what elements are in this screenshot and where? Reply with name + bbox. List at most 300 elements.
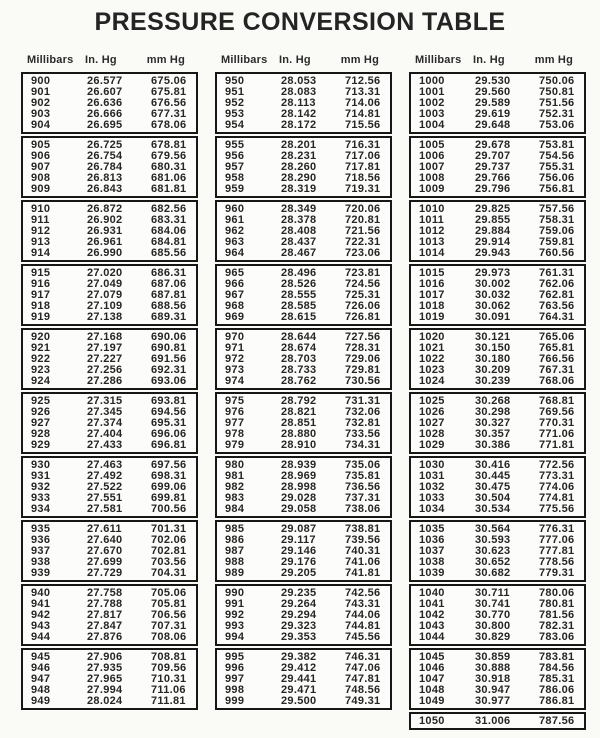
cell-inhg: 27.109 <box>87 300 123 312</box>
group-box <box>215 520 392 582</box>
cell-mmhg: 682.56 <box>151 203 187 215</box>
cell-inhg: 26.872 <box>87 203 123 215</box>
cell-inhg: 30.002 <box>475 278 511 290</box>
cell-mmhg: 772.56 <box>539 459 575 471</box>
cell-millibars: 949 <box>31 695 51 707</box>
cell-inhg: 29.176 <box>281 556 317 568</box>
cell-millibars: 989 <box>225 567 245 579</box>
group-box <box>21 200 198 262</box>
group-box <box>21 648 198 710</box>
cell-millibars: 945 <box>31 651 51 663</box>
cell-millibars: 1029 <box>419 439 445 451</box>
cell-millibars: 993 <box>225 620 245 632</box>
group-box <box>215 200 392 262</box>
cell-inhg: 30.062 <box>475 300 511 312</box>
cell-millibars: 927 <box>31 417 51 429</box>
cell-inhg: 26.902 <box>87 214 123 226</box>
cell-millibars: 1026 <box>419 406 445 418</box>
cell-mmhg: 712.56 <box>345 75 381 87</box>
cell-mmhg: 755.31 <box>539 161 575 173</box>
cell-inhg: 30.800 <box>475 620 511 632</box>
cell-mmhg: 756.06 <box>539 172 575 184</box>
cell-mmhg: 729.81 <box>345 364 381 376</box>
cell-mmhg: 738.06 <box>345 503 381 515</box>
cell-millibars: 1045 <box>419 651 445 663</box>
cell-mmhg: 786.06 <box>539 684 575 696</box>
group-box <box>409 200 586 262</box>
cell-millibars: 958 <box>225 172 245 184</box>
cell-inhg: 26.990 <box>87 247 123 259</box>
table-row <box>411 440 584 451</box>
cell-inhg: 30.947 <box>475 684 511 696</box>
cell-millibars: 929 <box>31 439 51 451</box>
cell-inhg: 28.703 <box>281 353 317 365</box>
cell-inhg: 28.526 <box>281 278 317 290</box>
cell-millibars: 940 <box>31 587 51 599</box>
cell-inhg: 27.374 <box>87 417 123 429</box>
cell-mmhg: 679.56 <box>151 150 187 162</box>
page-title: PRESSURE CONVERSION TABLE <box>94 8 506 36</box>
cell-millibars: 1044 <box>419 631 445 643</box>
cell-millibars: 906 <box>31 150 51 162</box>
cell-millibars: 936 <box>31 534 51 546</box>
table-row <box>217 504 390 515</box>
cell-millibars: 1010 <box>419 203 445 215</box>
cell-inhg: 26.725 <box>87 139 123 151</box>
column-groups <box>21 72 198 710</box>
cell-mmhg: 700.56 <box>151 503 187 515</box>
cell-inhg: 30.564 <box>475 523 511 535</box>
cell-mmhg: 754.56 <box>539 150 575 162</box>
cell-millibars: 1040 <box>419 587 445 599</box>
cell-millibars: 987 <box>225 545 245 557</box>
cell-mmhg: 741.06 <box>345 556 381 568</box>
cell-mmhg: 689.31 <box>151 311 187 323</box>
cell-millibars: 923 <box>31 364 51 376</box>
cell-inhg: 30.298 <box>475 406 511 418</box>
cell-mmhg: 684.81 <box>151 236 187 248</box>
cell-millibars: 909 <box>31 183 51 195</box>
cell-millibars: 1030 <box>419 459 445 471</box>
cell-inhg: 27.168 <box>87 331 123 343</box>
cell-millibars: 922 <box>31 353 51 365</box>
cell-inhg: 28.555 <box>281 289 317 301</box>
cell-mmhg: 727.56 <box>345 331 381 343</box>
group-box <box>215 392 392 454</box>
cell-mmhg: 753.81 <box>539 139 575 151</box>
cell-mmhg: 687.81 <box>151 289 187 301</box>
cell-millibars: 960 <box>225 203 245 215</box>
cell-mmhg: 721.56 <box>345 225 381 237</box>
group-box <box>21 328 198 390</box>
cell-millibars: 1008 <box>419 172 445 184</box>
cell-mmhg: 747.06 <box>345 662 381 674</box>
cell-inhg: 26.754 <box>87 150 123 162</box>
cell-mmhg: 723.81 <box>345 267 381 279</box>
cell-millibars: 1035 <box>419 523 445 535</box>
cell-mmhg: 729.06 <box>345 353 381 365</box>
cell-mmhg: 762.06 <box>539 278 575 290</box>
cell-mmhg: 696.06 <box>151 428 187 440</box>
table-row <box>23 248 196 259</box>
cell-mmhg: 726.81 <box>345 311 381 323</box>
cell-inhg: 28.172 <box>281 119 317 131</box>
cell-millibars: 1004 <box>419 119 445 131</box>
cell-millibars: 921 <box>31 342 51 354</box>
cell-mmhg: 752.31 <box>539 108 575 120</box>
cell-millibars: 1014 <box>419 247 445 259</box>
cell-inhg: 27.492 <box>87 470 123 482</box>
header-mmhg: mm Hg <box>340 54 379 66</box>
cell-millibars: 915 <box>31 267 51 279</box>
cell-millibars: 956 <box>225 150 245 162</box>
cell-millibars: 1050 <box>419 715 445 727</box>
cell-inhg: 27.611 <box>87 523 122 535</box>
cell-inhg: 29.589 <box>475 97 511 109</box>
cell-mmhg: 698.31 <box>151 470 187 482</box>
cell-mmhg: 768.81 <box>539 395 575 407</box>
cell-inhg: 28.231 <box>281 150 317 162</box>
cell-mmhg: 716.31 <box>345 139 381 151</box>
cell-millibars: 1017 <box>419 289 445 301</box>
cell-inhg: 31.006 <box>475 715 511 727</box>
cell-inhg: 28.851 <box>281 417 317 429</box>
cell-millibars: 962 <box>225 225 245 237</box>
cell-inhg: 30.652 <box>475 556 511 568</box>
cell-millibars: 933 <box>31 492 51 504</box>
cell-millibars: 900 <box>31 75 51 87</box>
cell-millibars: 942 <box>31 609 51 621</box>
cell-mmhg: 773.31 <box>539 470 575 482</box>
cell-inhg: 27.906 <box>87 651 123 663</box>
cell-millibars: 1025 <box>419 395 445 407</box>
cell-millibars: 926 <box>31 406 51 418</box>
cell-inhg: 26.813 <box>87 172 123 184</box>
group-box <box>409 328 586 390</box>
cell-mmhg: 695.31 <box>151 417 187 429</box>
cell-millibars: 1021 <box>419 342 445 354</box>
cell-mmhg: 714.81 <box>345 108 381 120</box>
cell-mmhg: 748.56 <box>345 684 381 696</box>
cell-mmhg: 750.06 <box>539 75 575 87</box>
cell-millibars: 1032 <box>419 481 445 493</box>
cell-mmhg: 705.06 <box>151 587 187 599</box>
cell-inhg: 28.910 <box>281 439 317 451</box>
cell-millibars: 943 <box>31 620 51 632</box>
cell-mmhg: 767.31 <box>539 364 575 376</box>
cell-mmhg: 782.31 <box>539 620 575 632</box>
table-row <box>23 184 196 195</box>
cell-millibars: 963 <box>225 236 245 248</box>
cell-inhg: 28.496 <box>281 267 317 279</box>
cell-millibars: 1000 <box>419 75 445 87</box>
cell-inhg: 29.707 <box>475 150 511 162</box>
cell-mmhg: 783.06 <box>539 631 575 643</box>
group-box <box>215 584 392 646</box>
cell-millibars: 998 <box>225 684 245 696</box>
cell-mmhg: 777.06 <box>539 534 575 546</box>
cell-millibars: 1023 <box>419 364 445 376</box>
cell-inhg: 28.201 <box>281 139 317 151</box>
cell-millibars: 985 <box>225 523 245 535</box>
cell-inhg: 27.227 <box>87 353 123 365</box>
cell-millibars: 994 <box>225 631 245 643</box>
cell-mmhg: 762.81 <box>539 289 575 301</box>
cell-inhg: 27.256 <box>87 364 123 376</box>
cell-mmhg: 738.81 <box>345 523 381 535</box>
cell-inhg: 29.058 <box>281 503 317 515</box>
table-row <box>411 632 584 643</box>
cell-mmhg: 710.31 <box>151 673 187 685</box>
cell-inhg: 28.880 <box>281 428 317 440</box>
cell-mmhg: 693.81 <box>151 395 187 407</box>
cell-inhg: 27.640 <box>87 534 123 546</box>
cell-mmhg: 757.56 <box>539 203 575 215</box>
group-box <box>215 136 392 198</box>
cell-inhg: 29.825 <box>475 203 511 215</box>
table-row <box>411 248 584 259</box>
cell-millibars: 931 <box>31 470 51 482</box>
cell-millibars: 1034 <box>419 503 445 515</box>
cell-mmhg: 676.56 <box>151 97 187 109</box>
cell-inhg: 27.935 <box>87 662 123 674</box>
cell-millibars: 967 <box>225 289 245 301</box>
cell-inhg: 30.091 <box>475 311 511 323</box>
cell-mmhg: 783.81 <box>539 651 575 663</box>
cell-millibars: 920 <box>31 331 51 343</box>
cell-millibars: 999 <box>225 695 245 707</box>
cell-inhg: 28.585 <box>281 300 317 312</box>
table-row <box>217 376 390 387</box>
cell-millibars: 979 <box>225 439 245 451</box>
cell-inhg: 27.965 <box>87 673 123 685</box>
cell-millibars: 910 <box>31 203 51 215</box>
cell-inhg: 27.138 <box>87 311 123 323</box>
cell-inhg: 28.437 <box>281 236 317 248</box>
group-box <box>409 72 586 134</box>
table-row <box>217 184 390 195</box>
cell-inhg: 26.931 <box>87 225 123 237</box>
cell-mmhg: 737.31 <box>345 492 381 504</box>
cell-inhg: 28.053 <box>281 75 317 87</box>
cell-mmhg: 766.56 <box>539 353 575 365</box>
cell-millibars: 961 <box>225 214 245 226</box>
cell-millibars: 974 <box>225 375 245 387</box>
cell-mmhg: 708.81 <box>151 651 187 663</box>
cell-inhg: 29.146 <box>281 545 317 557</box>
cell-millibars: 1039 <box>419 567 445 579</box>
cell-millibars: 903 <box>31 108 51 120</box>
cell-mmhg: 777.81 <box>539 545 575 557</box>
cell-inhg: 29.412 <box>281 662 317 674</box>
cell-inhg: 29.323 <box>281 620 317 632</box>
cell-mmhg: 675.06 <box>151 75 187 87</box>
cell-inhg: 29.737 <box>475 161 511 173</box>
cell-inhg: 30.593 <box>475 534 511 546</box>
cell-mmhg: 713.31 <box>345 86 381 98</box>
cell-millibars: 976 <box>225 406 245 418</box>
column-header <box>21 54 198 72</box>
header-inhg: In. Hg <box>279 54 311 66</box>
cell-millibars: 997 <box>225 673 245 685</box>
cell-millibars: 972 <box>225 353 245 365</box>
cell-mmhg: 732.06 <box>345 406 381 418</box>
cell-millibars: 946 <box>31 662 51 674</box>
cell-millibars: 965 <box>225 267 245 279</box>
cell-millibars: 928 <box>31 428 51 440</box>
table-row <box>217 632 390 643</box>
cell-millibars: 950 <box>225 75 245 87</box>
cell-mmhg: 771.81 <box>539 439 575 451</box>
cell-inhg: 29.500 <box>281 695 317 707</box>
cell-inhg: 28.969 <box>281 470 317 482</box>
cell-millibars: 1006 <box>419 150 445 162</box>
cell-inhg: 30.859 <box>475 651 511 663</box>
cell-mmhg: 743.31 <box>345 598 381 610</box>
cell-inhg: 29.648 <box>475 119 511 131</box>
cell-mmhg: 687.06 <box>151 278 187 290</box>
cell-mmhg: 735.06 <box>345 459 381 471</box>
cell-mmhg: 776.31 <box>539 523 575 535</box>
cell-mmhg: 763.56 <box>539 300 575 312</box>
cell-millibars: 986 <box>225 534 245 546</box>
cell-mmhg: 735.81 <box>345 470 381 482</box>
group-box <box>409 136 586 198</box>
table-row <box>23 632 196 643</box>
cell-mmhg: 750.81 <box>539 86 575 98</box>
cell-inhg: 28.142 <box>281 108 317 120</box>
table-columns <box>0 37 600 732</box>
table-row <box>217 696 390 707</box>
cell-mmhg: 702.06 <box>151 534 187 546</box>
cell-inhg: 27.788 <box>87 598 123 610</box>
cell-inhg: 29.087 <box>281 523 317 535</box>
cell-inhg: 30.121 <box>475 331 511 343</box>
cell-inhg: 29.914 <box>475 236 511 248</box>
cell-millibars: 917 <box>31 289 51 301</box>
cell-inhg: 27.994 <box>87 684 123 696</box>
header-mmhg: mm Hg <box>534 54 573 66</box>
cell-millibars: 907 <box>31 161 51 173</box>
cell-mmhg: 733.56 <box>345 428 381 440</box>
cell-mmhg: 728.31 <box>345 342 381 354</box>
cell-inhg: 27.286 <box>87 375 123 387</box>
cell-inhg: 27.079 <box>87 289 123 301</box>
cell-mmhg: 711.81 <box>151 695 186 707</box>
cell-inhg: 30.268 <box>475 395 511 407</box>
cell-inhg: 28.083 <box>281 86 317 98</box>
cell-inhg: 29.943 <box>475 247 511 259</box>
cell-mmhg: 726.06 <box>345 300 381 312</box>
table-row <box>23 440 196 451</box>
cell-inhg: 30.918 <box>475 673 511 685</box>
cell-mmhg: 711.06 <box>151 684 186 696</box>
cell-inhg: 29.619 <box>475 108 511 120</box>
cell-millibars: 954 <box>225 119 245 131</box>
cell-mmhg: 706.56 <box>151 609 187 621</box>
group-box <box>409 456 586 518</box>
group-box <box>215 648 392 710</box>
header-mmhg: mm Hg <box>146 54 185 66</box>
cell-inhg: 27.197 <box>87 342 123 354</box>
cell-mmhg: 690.81 <box>151 342 187 354</box>
group-box <box>21 520 198 582</box>
cell-mmhg: 778.56 <box>539 556 575 568</box>
cell-mmhg: 704.31 <box>151 567 187 579</box>
table-row <box>411 504 584 515</box>
cell-millibars: 1049 <box>419 695 445 707</box>
cell-mmhg: 747.81 <box>345 673 381 685</box>
cell-millibars: 981 <box>225 470 245 482</box>
cell-millibars: 1042 <box>419 609 445 621</box>
cell-inhg: 27.847 <box>87 620 123 632</box>
group-box <box>215 328 392 390</box>
header-millibars: Millibars <box>415 54 462 66</box>
cell-millibars: 912 <box>31 225 51 237</box>
cell-millibars: 1019 <box>419 311 445 323</box>
table-row <box>23 376 196 387</box>
table-row <box>411 184 584 195</box>
cell-mmhg: 683.31 <box>151 214 187 226</box>
cell-millibars: 902 <box>31 97 51 109</box>
cell-inhg: 29.884 <box>475 225 511 237</box>
group-box <box>409 264 586 326</box>
cell-inhg: 28.674 <box>281 342 317 354</box>
cell-inhg: 30.416 <box>475 459 511 471</box>
cell-millibars: 911 <box>31 214 50 226</box>
cell-millibars: 1033 <box>419 492 445 504</box>
cell-inhg: 29.855 <box>475 214 511 226</box>
cell-mmhg: 702.81 <box>151 545 187 557</box>
cell-mmhg: 780.81 <box>539 598 575 610</box>
cell-inhg: 30.534 <box>475 503 511 515</box>
cell-mmhg: 677.31 <box>151 108 187 120</box>
group-box <box>215 456 392 518</box>
cell-millibars: 1012 <box>419 225 445 237</box>
cell-inhg: 27.049 <box>87 278 123 290</box>
cell-millibars: 932 <box>31 481 51 493</box>
cell-millibars: 905 <box>31 139 51 151</box>
cell-millibars: 1020 <box>419 331 445 343</box>
header-millibars: Millibars <box>221 54 268 66</box>
cell-millibars: 984 <box>225 503 245 515</box>
table-row <box>411 716 584 727</box>
cell-mmhg: 694.56 <box>151 406 187 418</box>
group-box <box>21 72 198 134</box>
cell-inhg: 30.475 <box>475 481 511 493</box>
cell-millibars: 970 <box>225 331 245 343</box>
cell-mmhg: 786.81 <box>539 695 575 707</box>
cell-millibars: 1028 <box>419 428 445 440</box>
cell-inhg: 26.695 <box>87 119 123 131</box>
cell-millibars: 951 <box>225 86 245 98</box>
cell-mmhg: 703.56 <box>151 556 187 568</box>
cell-mmhg: 756.81 <box>539 183 575 195</box>
cell-millibars: 952 <box>225 97 245 109</box>
cell-inhg: 29.205 <box>281 567 317 579</box>
cell-inhg: 29.117 <box>281 534 316 546</box>
cell-mmhg: 779.31 <box>539 567 575 579</box>
cell-mmhg: 765.06 <box>539 331 575 343</box>
cell-mmhg: 770.31 <box>539 417 575 429</box>
cell-inhg: 27.729 <box>87 567 123 579</box>
cell-millibars: 947 <box>31 673 51 685</box>
cell-mmhg: 720.06 <box>345 203 381 215</box>
cell-millibars: 980 <box>225 459 245 471</box>
cell-mmhg: 781.56 <box>539 609 575 621</box>
cell-mmhg: 699.06 <box>151 481 187 493</box>
cell-mmhg: 675.81 <box>151 86 187 98</box>
